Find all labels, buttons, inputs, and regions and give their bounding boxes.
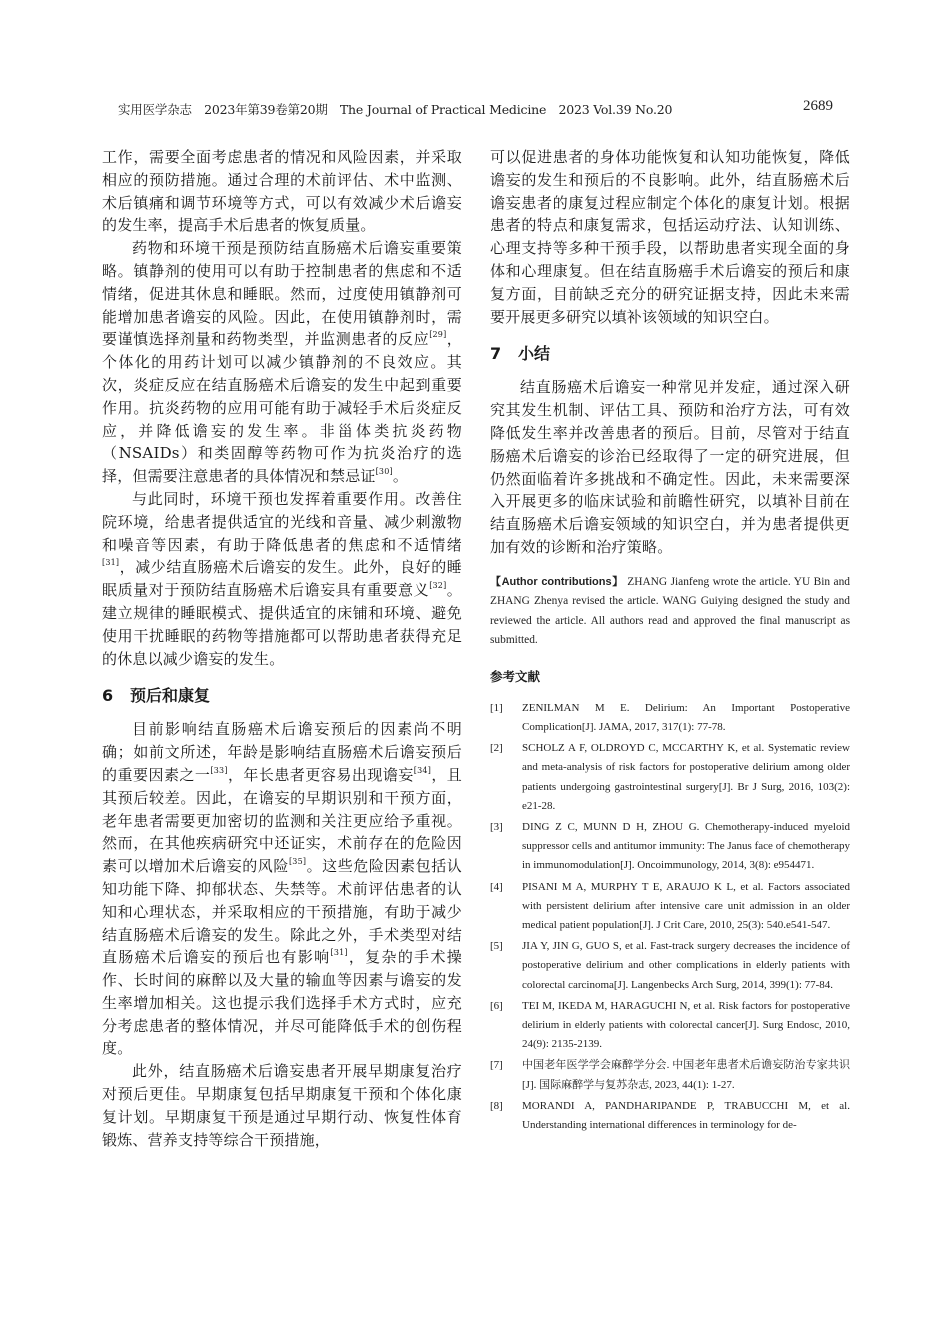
reference-item: [6] TEI M, IKEDA M, HARAGUCHI N, et al. Risk factors for postoperative delirium in elderly patients with colorectal cancer[J]. Surg Endosc, 2010, 24(9): 2135-2139. — [490, 999, 850, 1051]
right-column — [490, 146, 850, 1137]
citation[interactable]: [32] — [429, 581, 447, 591]
paragraph-rehab: 此外，结直肠癌术后谵妄患者开展早期康复治疗对预后更佳。早期康复包括早期康复干预和个体化康复计划。早期康复干预是通过早期行动、恢复性体育锻炼、营养支持等综合干预措施， — [102, 1062, 462, 1149]
page-number: 2689 — [803, 98, 833, 114]
paragraph-prognosis: 目前影响结直肠癌术后谵妄预后的因素尚不明确；如前文所述，年龄是影响结直肠癌术后谵妄预后的重要因素之一[33]，年长患者更容易出现谵妄[34]，且其预后较差。因此，在谵妄的早期识别和干预方面，老年患者需要更加密切的监测和关注更应给予重视。然而，在其他疾病研究中还证实，术前存在的危险因素可以增加术后谵妄的风险[35]。这些危险因素包括认知功能下降、抑郁状态、失禁等。术前评估患者的认知和心理状态，并采取相应的干预措施，有助于减少结直肠癌术后谵妄的发生。除此之外，手术类型对结直肠癌术后谵妄的预后也有影响[31]，复杂的手术操作、长时间的麻醉以及大量的输血等因素与谵妄的发生率增加相关。这也提示我们选择手术方式时，应充分考虑患者的整体情况，并尽可能降低手术的创伤程度。 — [102, 720, 463, 1058]
reference-item: [2] SCHOLZ A F, OLDROYD C, MCCARTHY K, et al. Systematic review and meta-analysis of risk factors for postoperative delirium among older patients undergoing gastrointestinal surgery[J]. Br J Surg, 2016, 103(2): e21-28. — [490, 742, 850, 812]
left-column — [102, 146, 462, 1151]
citation[interactable]: [34] — [413, 765, 432, 775]
reference-item: [7] 中国老年医学学会麻醉学分会. 中国老年患者术后谵妄防治专家共识[J]. 国际麻醉学与复苏杂志, 2023, 44(1): 1-27. — [490, 1059, 850, 1091]
citation[interactable]: [30] — [375, 467, 393, 477]
section-heading-6: 6 预后和康复 — [102, 686, 211, 706]
reference-item: [3] DING Z C, MUNN D H, ZHOU G. Chemotherapy-induced myeloid suppressor cells and antitumor immunity: The Janus face of chemotherapy in immunomodulation[J]. Oncoimmunology, 2014, 3(8): e954471. — [490, 820, 850, 872]
reference-item: [1] ZENILMAN M E. Delirium: An Important Postoperative Complication[J]. JAMA, 2017, 317(1): 77-78. — [490, 701, 850, 733]
citation[interactable]: [29] — [429, 330, 447, 340]
paragraph-environment: 与此同时，环境干预也发挥着重要作用。改善住院环境，给患者提供适宜的光线和音量、减少刺激物和噪音等因素，有助于降低患者的焦虑和不适情绪[31]，减少结直肠癌术后谵妄的发生。此外，良好的睡眠质量对于预防结直肠癌术后谵妄具有重要意义[32]。建立规律的睡眠模式、提供适宜的床铺和环境、避免使用干扰睡眠的药物等措施都可以帮助患者获得充足的休息以减少谵妄的发生。 — [102, 489, 463, 668]
references-title: 参考文献 — [490, 668, 541, 684]
citation[interactable]: [33] — [210, 765, 228, 775]
citation[interactable]: [31] — [330, 948, 348, 958]
paragraph-summary: 结直肠癌术后谵妄一种常见并发症，通过深入研究其发生机制、评估工具、预防和治疗方法，可有效降低发生率并改善患者的预后。目前，尽管对于结直肠癌术后谵妄的诊治已经取得了一定的研究进展，但仍然面临着许多挑战和不确定性。因此，未来需要深入开展更多的临床试验和前瞻性研究，以填补目前在结直肠癌术后谵妄领域的知识空白，并为患者提供更加有效的诊断和治疗策略。 — [490, 378, 850, 556]
paragraph: 可以促进患者的身体功能恢复和认知功能恢复，降低谵妄的发生和预后的不良影响。此外，结直肠癌术后谵妄患者的康复过程应制定个体化的康复计划。根据患者的特点和康复需求，包括运动疗法、认知训练、心理支持等多种干预手段，以帮助患者实现全面的身体和心理康复。但在结直肠癌手术后谵妄的预后和康复方面，目前缺乏充分的研究证据支持，因此未来需要开展更多研究以填补该领域的知识空白。 — [490, 148, 850, 326]
reference-item: [8] MORANDI A, PANDHARIPANDE P, TRABUCCHI M, et al. Understanding international differences in terminology for de- — [490, 1099, 850, 1132]
paragraph: 工作，需要全面考虑患者的情况和风险因素，并采取相应的预防措施。通过合理的术前评估、术中监测、术后镇痛和调节环境等方式，可以有效减少术后谵妄的发生率，提高手术后患者的恢复质量。 — [102, 148, 462, 235]
author-contributions: 【Author contributions】 ZHANG Jianfeng wrote the article. YU Bin and ZHANG Zhenya revised the article. WANG Guiying designed the study and reviewed the article. All authors read and approved the final manuscript as submitted. — [490, 575, 850, 647]
section-heading-7: 7 小结 — [490, 344, 551, 364]
paragraph-drug-environment: 药物和环境干预是预防结直肠癌术后谵妄重要策略。镇静剂的使用可以有助于控制患者的焦虑和不适情绪，促进其休息和睡眠。然而，过度使用镇静剂可能增加患者谵妄的风险。因此，在使用镇静剂时，需要谨慎选择剂量和药物类型，并监测患者的反应[29]，个体化的用药计划可以减少镇静剂的不良效应。其次，炎症反应在结直肠癌术后谵妄的发生中起到重要作用。抗炎药物的应用可能有助于减轻手术后炎症反应，并降低谵妄的发生率。非甾体类抗炎药物（NSAIDs）和类固醇等药物可作为抗炎治疗的选择，但需要注意患者的具体情况和禁忌证[30]。 — [102, 239, 463, 486]
reference-item: [4] PISANI M A, MURPHY T E, ARAUJO K L, et al. Factors associated with persistent delirium after intensive care unit admission in an older medical patient population[J]. J Crit Care, 2010, 25(3): 540.e541-547. — [490, 880, 850, 931]
citation[interactable]: [35] — [288, 857, 307, 867]
reference-item: [5] JIA Y, JIN G, GUO S, et al. Fast-track surgery decreases the incidence of postoperative delirium and other complications in elderly patients with colorectal carcinoma[J]. Langenbecks Arch Surg, 2014, 399(1): 77-84. — [490, 940, 850, 991]
reference-list — [490, 699, 850, 1135]
citation[interactable]: [31] — [102, 558, 120, 568]
running-header — [118, 98, 833, 120]
journal-running-head: 实用医学杂志 2023年第39卷第20期 The Journal of Practical Medicine 2023 Vol.39 No.20 — [118, 102, 673, 117]
